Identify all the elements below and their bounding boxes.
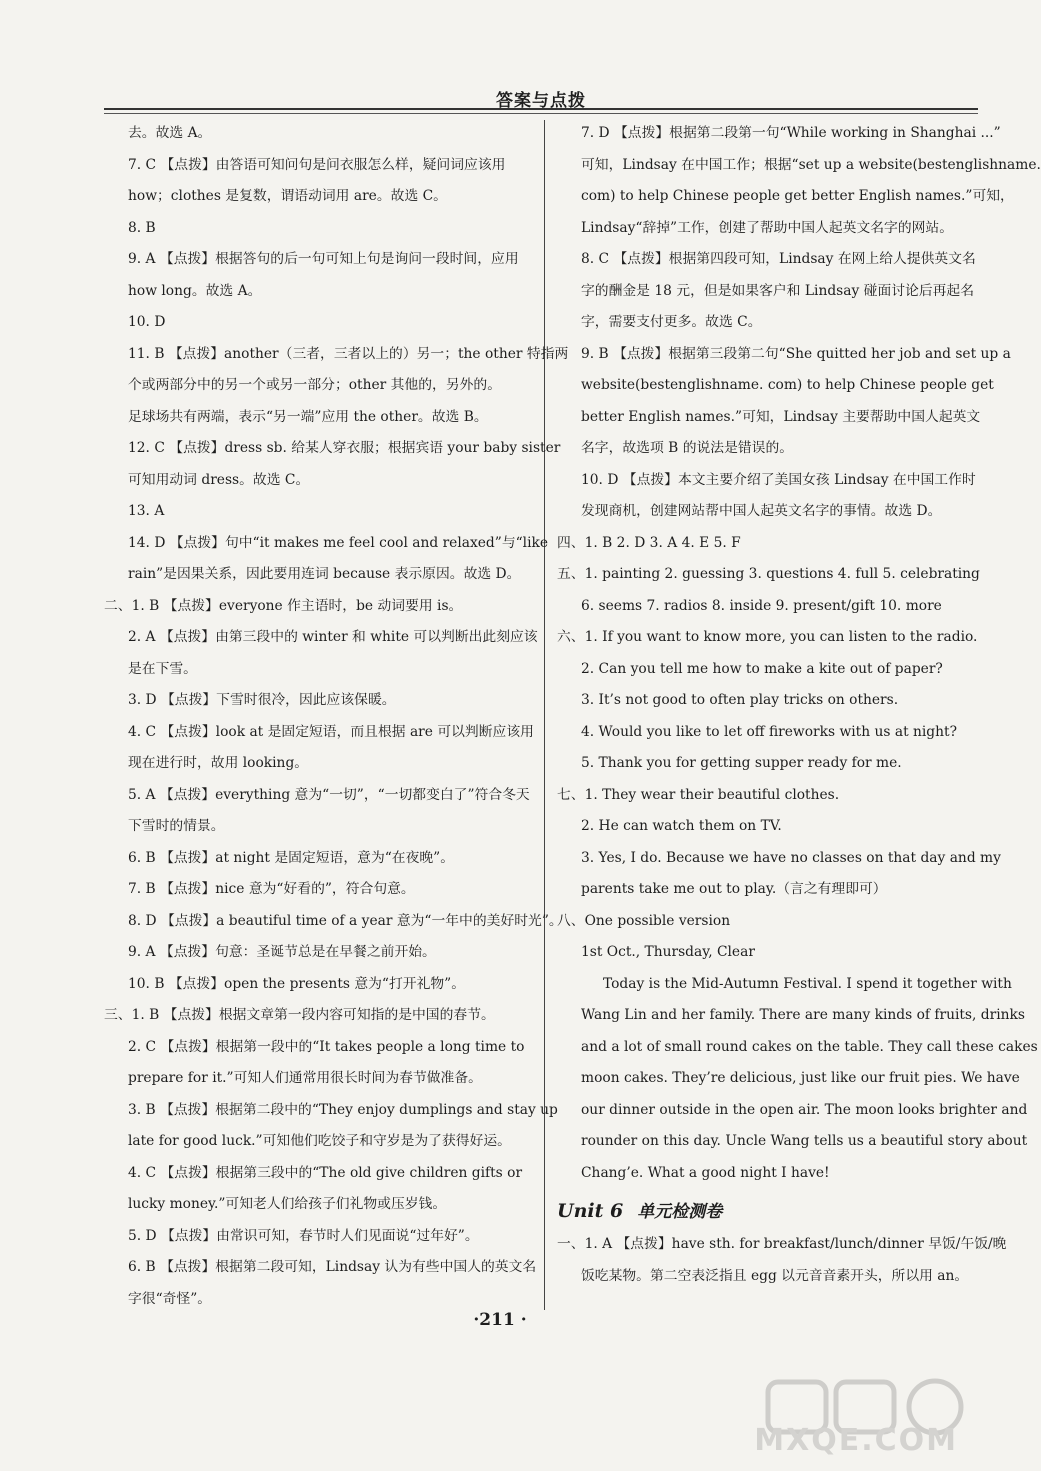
answer-line: 四、1. B 2. D 3. A 4. E 5. F [557,534,741,551]
answer-line: 二、1. B 【点拨】everyone 作主语时，be 动词要用 is。 [104,597,463,614]
answer-line: 5. D 【点拨】由常识可知，春节时人们见面说“过年好”。 [128,1227,479,1244]
answer-line: how；clothes 是复数，谓语动词用 are。故选 C。 [128,188,447,204]
answer-line: moon cakes. They’re delicious, just like our fruit pies. We have [581,1070,1020,1086]
answer-line: 9. A 【点拨】句意：圣诞节总是在早餐之前开始。 [128,944,436,960]
answer-line: Chang’e. What a good night I have! [581,1164,830,1181]
answer-line: 字的酬金是 18 元，但是如果客户和 Lindsay 碰面讨论后再起名 [581,282,975,299]
answer-line: 八、One possible version [557,912,731,929]
answer-line: 2. A 【点拨】由第三段中的 winter 和 white 可以判断出此刻应该 [128,629,538,645]
right-column-answers [557,118,1041,1189]
answer-line: 个或两部分中的另一个或另一部分；other 其他的，另外的。 [128,377,502,393]
header-rule-thin [104,113,978,114]
answer-line: rain”是因果关系，因此要用连词 because 表示原因。故选 D。 [128,566,521,582]
answer-line: 下雪时的情景。 [128,818,225,834]
answer-line: 3. D 【点拨】下雪时很冷，因此应该保暖。 [128,692,396,708]
answer-line: how long。故选 A。 [128,282,262,299]
answer-line: 现在进行时，故用 looking。 [128,755,309,771]
answer-line: Today is the Mid-Autumn Festival. I spend it together with [603,975,1012,992]
answer-line: 六、1. If you want to know more, you can listen to the radio. [557,629,978,645]
answer-line: 三、1. B 【点拨】根据文章第一段内容可知指的是中国的春节。 [104,1007,495,1023]
answer-line: 7. C 【点拨】由答语可知问句是问衣服怎么样，疑问词应该用 [128,156,506,173]
answer-line: 可知，Lindsay 在中国工作；根据“set up a website(bestenglishname. [581,156,1041,173]
left-column [104,118,569,1315]
answer-line: 9. B 【点拨】根据第三段第二句“She quitted her job and set up a [581,345,1011,362]
answer-line: 4. C 【点拨】look at 是固定短语，而且根据 are 可以判断应该用 [128,723,534,740]
page-number: ·211 · [473,1310,527,1330]
answer-line: 是在下雪。 [128,660,197,677]
answer-line: 五、1. painting 2. guessing 3. questions 4. full 5. celebrating [557,566,980,582]
page-header-title: 答案与点拨 [496,91,586,111]
column-divider [544,120,545,1310]
answer-line: 9. A 【点拨】根据答句的后一句可知上句是询问一段时间，应用 [128,251,519,267]
watermark-text: MXQE.COM [754,1423,958,1458]
answer-line: 去。故选 A。 [128,125,212,141]
answer-line: 10. D 【点拨】本文主要介绍了美国女孩 Lindsay 在中国工作时 [581,471,976,488]
answer-line: 12. C 【点拨】dress sb. 给某人穿衣服；根据宾语 your baby sister [128,440,561,456]
answer-line: 10. D [128,314,166,330]
answer-line: 可知用动词 dress。故选 C。 [128,471,310,488]
answer-line: 3. Yes, I do. Because we have no classes on that day and my [581,849,1001,866]
answer-line: 发现商机，创建网站帮中国人起英文名字的事情。故选 D。 [581,503,942,519]
answer-line: parents take me out to play.（言之有理即可） [581,881,887,897]
unit-title: Unit 6 [557,1200,624,1222]
answer-line: rounder on this day. Uncle Wang tells us a beautiful story about [581,1133,1028,1149]
answer-line: 字很“奇怪”。 [128,1290,212,1307]
answer-line: 1st Oct., Thursday, Clear [581,944,755,960]
answer-line: lucky money.”可知老人们给孩子们礼物或压岁钱。 [128,1196,447,1212]
answer-line: com) to help Chinese people get better English names.”可知， [581,188,1014,204]
answer-line: Lindsay“辞掉”工作，创建了帮助中国人起英文名字的网站。 [581,219,954,236]
right-column [557,118,1041,1292]
answer-line: 6. B 【点拨】根据第二段可知，Lindsay 认为有些中国人的英文名 [128,1259,537,1275]
answer-line: 饭吃某物。第二空表泛指且 egg 以元音音素开头，所以用 an。 [581,1267,969,1284]
answer-line: 4. C 【点拨】根据第三段中的“The old give children gifts or [128,1164,523,1181]
answer-line: 14. D 【点拨】句中“it makes me feel cool and relaxed”与“like [128,534,549,551]
answer-line: 字，需要支付更多。故选 C。 [581,314,762,330]
answer-line: our dinner outside in the open air. The moon looks brighter and [581,1101,1028,1118]
answer-line: 5. Thank you for getting supper ready for me. [581,755,902,771]
answer-line: 3. B 【点拨】根据第二段中的“They enjoy dumplings and stay up [128,1101,558,1118]
answer-line: 2. C 【点拨】根据第一段中的“It takes people a long time to [128,1038,525,1055]
answer-line: 8. C 【点拨】根据第四段可知，Lindsay 在网上给人提供英文名 [581,251,976,267]
answer-line: 七、1. They wear their beautiful clothes. [557,786,840,803]
answer-line: 3. It’s not good to often play tricks on others. [581,692,899,708]
answer-line: 8. B [128,219,156,236]
header-rule [104,108,978,110]
answer-line: 6. seems 7. radios 8. inside 9. present/gift 10. more [581,597,942,614]
unit-subtitle: 单元检测卷 [637,1202,723,1222]
answer-line: Wang Lin and her family. There are many kinds of fruits, drinks [581,1007,1025,1023]
answer-line: 7. D 【点拨】根据第二段第一句“While working in Shanghai ...” [581,125,1001,141]
answer-line: 10. B 【点拨】open the presents 意为“打开礼物”。 [128,975,466,992]
unit-heading [557,1191,981,1229]
answer-line: website(bestenglishname. com) to help Chinese people get [581,377,994,393]
answer-line: and a lot of small round cakes on the table. They call these cakes [581,1038,1038,1055]
answer-line: late for good luck.”可知他们吃饺子和守岁是为了获得好运。 [128,1133,511,1149]
answer-line: 7. B 【点拨】nice 意为“好看的”，符合句意。 [128,881,415,897]
answer-line: 6. B 【点拨】at night 是固定短语，意为“在夜晚”。 [128,849,455,866]
answer-line: 一、1. A 【点拨】have sth. for breakfast/lunch/dinner 早饭/午饭/晚 [557,1236,1007,1252]
answer-line: 5. A 【点拨】everything 意为“一切”，“一切都变白了”符合冬天 [128,786,530,803]
answer-line: 8. D 【点拨】a beautiful time of a year 意为“一年中的美好时光”。 [128,912,563,929]
answer-line: 11. B 【点拨】another（三者，三者以上的）另一；the other 特指两 [128,345,569,362]
answer-line: 2. He can watch them on TV. [581,818,782,834]
watermark-logo [754,1376,980,1466]
unit-answers [557,1229,1007,1292]
answer-line: 名字，故选项 B 的说法是错误的。 [581,440,794,456]
answer-line: 4. Would you like to let off fireworks with us at night? [581,723,957,740]
answer-line: 足球场共有两端，表示“另一端”应用 the other。故选 B。 [128,408,488,425]
answer-line: better English names.”可知，Lindsay 主要帮助中国人起英文 [581,408,981,425]
answer-line: 13. A [128,503,165,519]
answer-line: 2. Can you tell me how to make a kite out of paper? [581,660,943,677]
answer-line: prepare for it.”可知人们通常用很长时间为春节做准备。 [128,1070,482,1086]
